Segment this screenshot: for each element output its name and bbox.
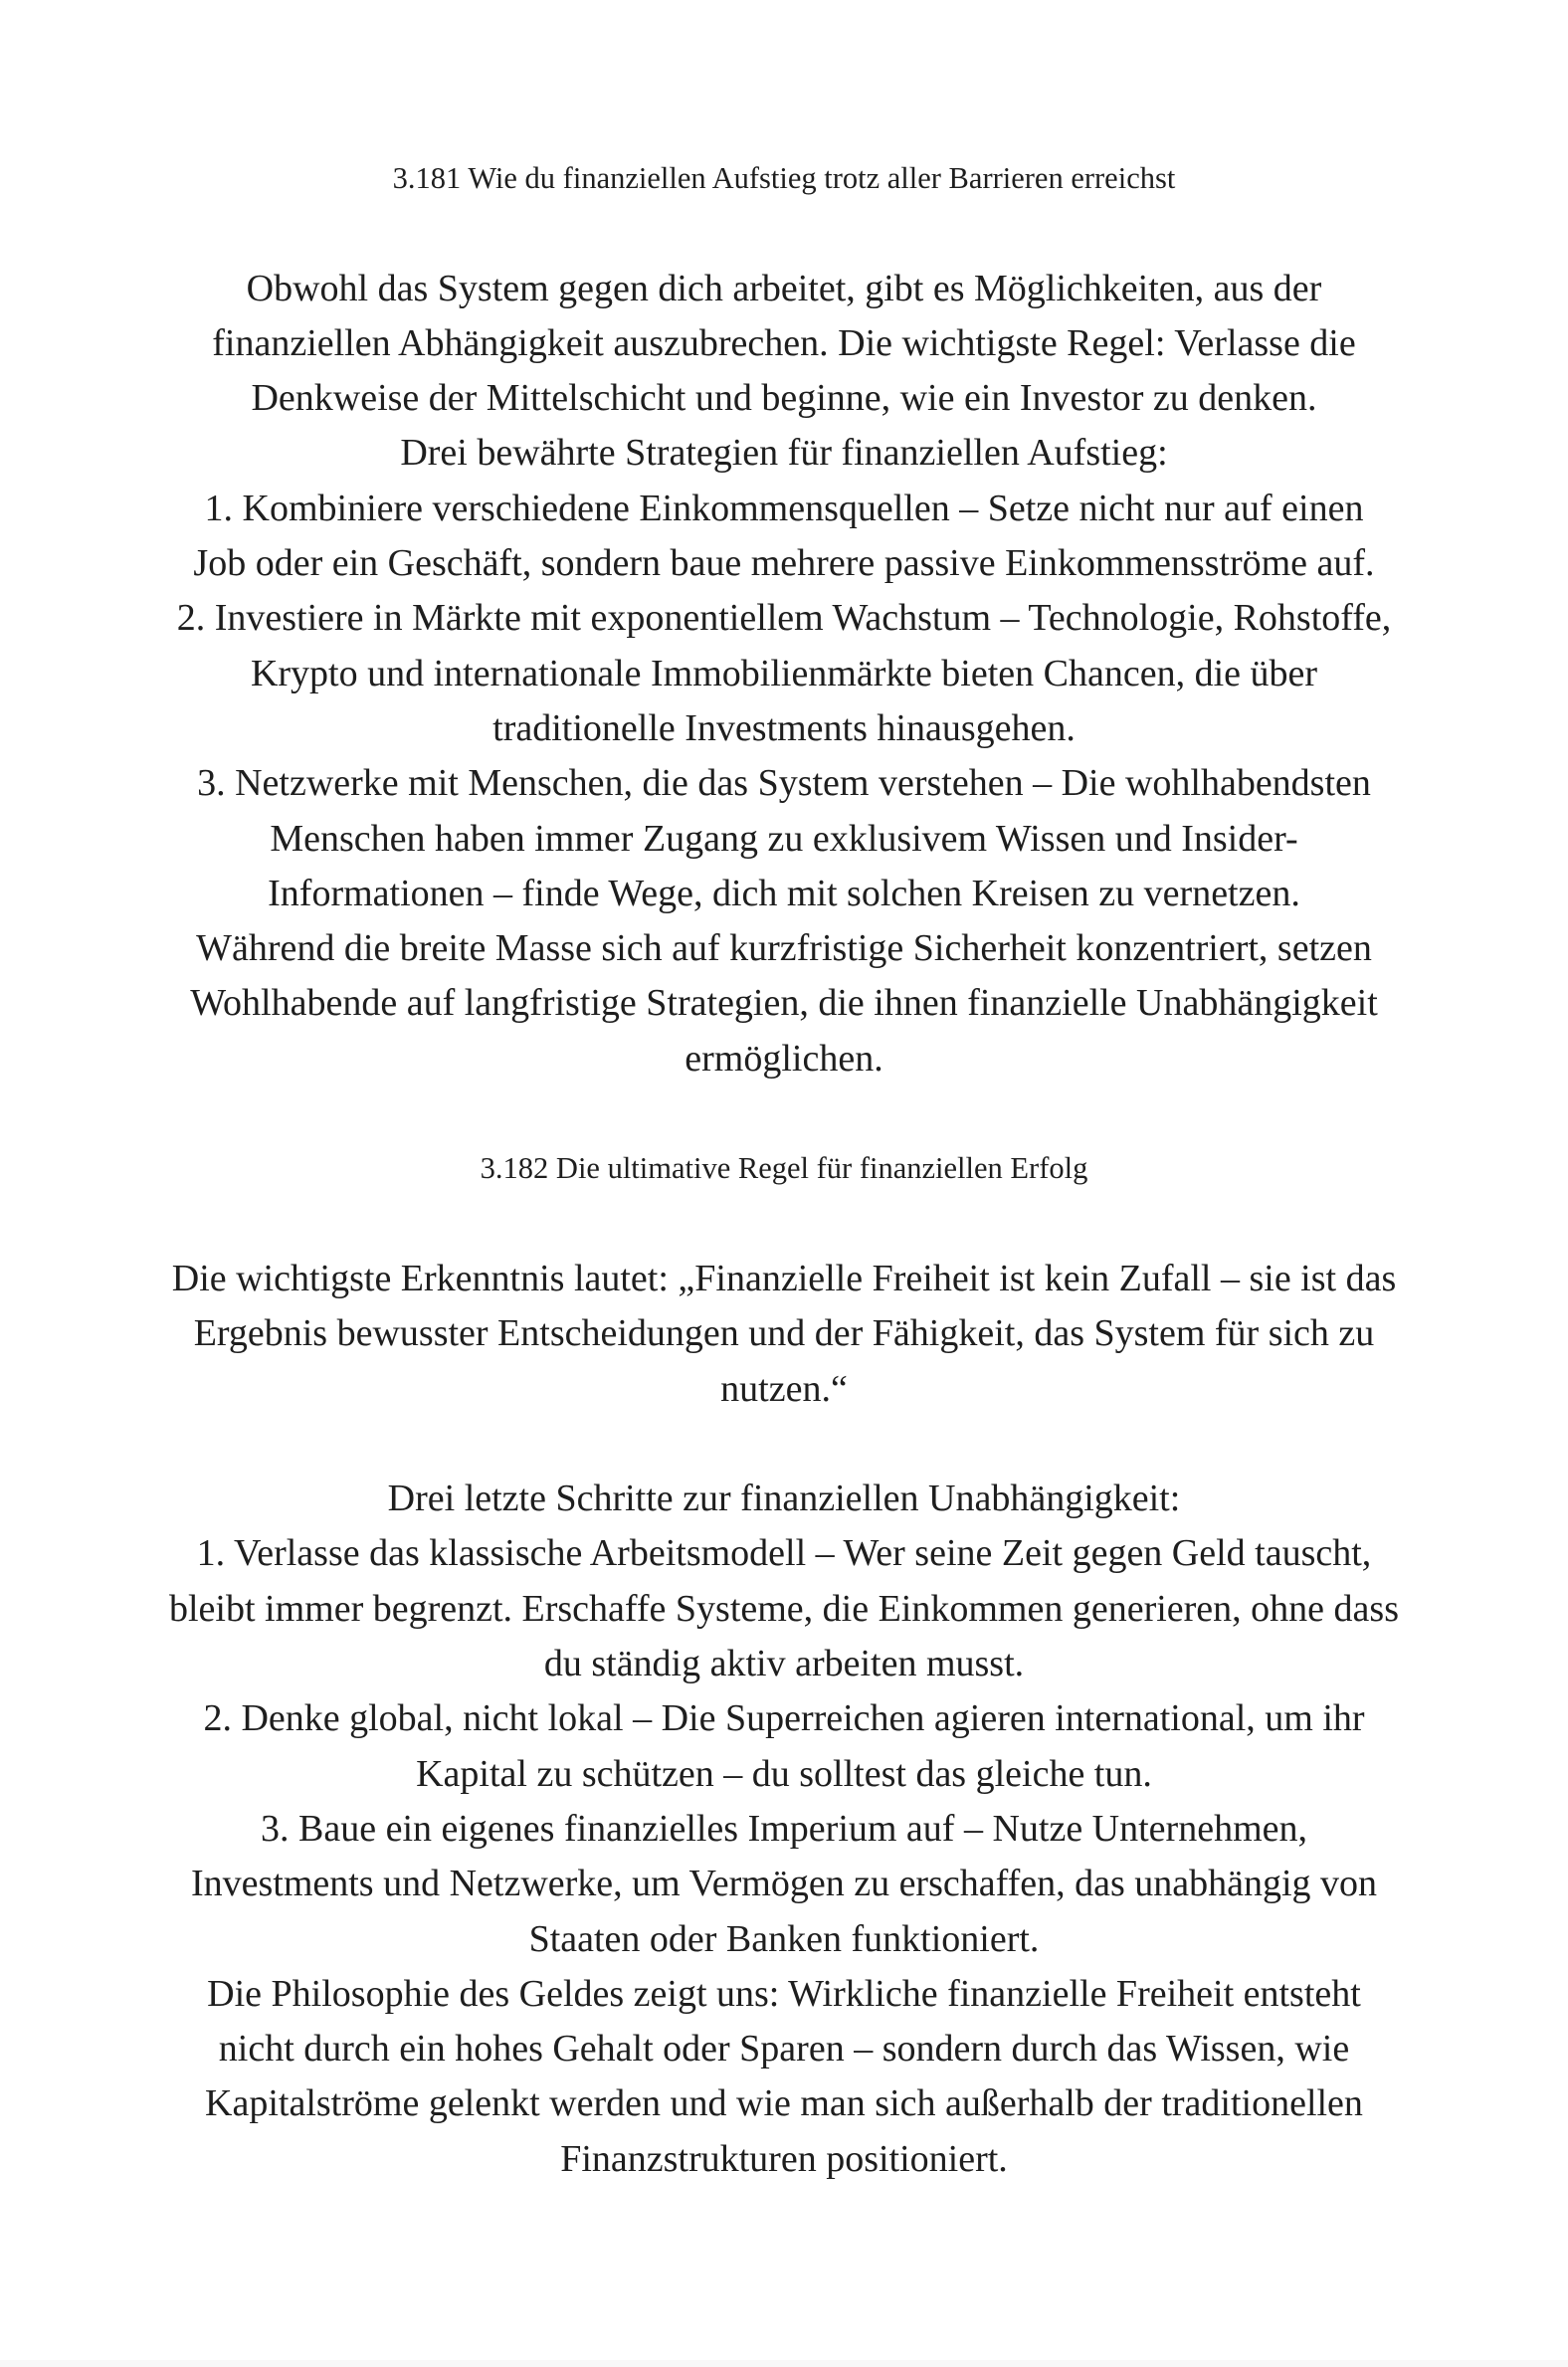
section-heading-3182: 3.182 Die ultimative Regel für finanziellen Erfolg [480, 1151, 1088, 1186]
text-line: Job oder ein Geschäft, sondern baue mehrere passive Einkommensströme auf. [193, 542, 1375, 585]
text-line: bleibt immer begrenzt. Erschaffe Systeme, die Einkommen generieren, ohne dass [168, 1587, 1399, 1630]
text-line: 2. Denke global, nicht lokal – Die Superreichen agieren international, um ihr [203, 1697, 1365, 1740]
page-bottom-edge [0, 2360, 1568, 2367]
text-line: ermöglichen. [685, 1037, 883, 1080]
text-line: Wohlhabende auf langfristige Strategien, die ihnen finanzielle Unabhängigkeit [190, 982, 1378, 1025]
text-line: Drei letzte Schritte zur finanziellen Unabhängigkeit: [387, 1478, 1181, 1520]
text-line: 2. Investiere in Märkte mit exponentiellem Wachstum – Technologie, Rohstoffe, [176, 597, 1392, 640]
text-line: Menschen haben immer Zugang zu exklusivem Wissen und Insider- [270, 817, 1298, 860]
text-line: 1. Verlasse das klassische Arbeitsmodell – Wer seine Zeit gegen Geld tauscht, [196, 1532, 1372, 1575]
text-line: Denkweise der Mittelschicht und beginne, wie ein Investor zu denken. [251, 377, 1317, 420]
blank-line [90, 1086, 1478, 1141]
text-line: Drei bewährte Strategien für finanziellen Aufstieg: [400, 432, 1168, 475]
text-line: Kapital zu schützen – du solltest das gleiche tun. [416, 1752, 1152, 1795]
text-line: 3. Netzwerke mit Menschen, die das System verstehen – Die wohlhabendsten [197, 762, 1371, 805]
text-line: Kapitalströme gelenkt werden und wie man sich außerhalb der traditionellen [205, 2082, 1363, 2125]
text-line: Während die breite Masse sich auf kurzfristige Sicherheit konzentriert, setzen [196, 927, 1372, 970]
blank-line [90, 1417, 1478, 1472]
text-line: 1. Kombiniere verschiedene Einkommensquellen – Setze nicht nur auf einen [204, 487, 1364, 529]
text-line: Die wichtigste Erkenntnis lautet: „Finanzielle Freiheit ist kein Zufall – sie ist das [171, 1257, 1397, 1299]
blank-line [90, 1197, 1478, 1252]
text-line: 3. Baue ein eigenes finanzielles Imperium auf – Nutze Unternehmen, [261, 1807, 1307, 1850]
text-line: finanziellen Abhängigkeit auszubrechen. Die wichtigste Regel: Verlasse die [212, 321, 1356, 364]
text-line: nicht durch ein hohes Gehalt oder Sparen – sondern durch das Wissen, wie [218, 2028, 1350, 2071]
text-line: nutzen.“ [720, 1367, 848, 1410]
text-line: Krypto und internationale Immobilienmärkte bieten Chancen, die über [250, 652, 1318, 694]
text-line: Obwohl das System gegen dich arbeitet, gibt es Möglichkeiten, aus der [246, 267, 1322, 309]
text-line: Investments und Netzwerke, um Vermögen zu erschaffen, das unabhängig von [190, 1863, 1378, 1905]
text-line: Staaten oder Banken funktioniert. [528, 1917, 1040, 1960]
text-line: du ständig aktiv arbeiten musst. [543, 1643, 1025, 1685]
blank-line [90, 206, 1478, 261]
section-heading-3181: 3.181 Wie du finanziellen Aufstieg trotz aller Barrieren erreichst [392, 161, 1176, 195]
text-line: Ergebnis bewusster Entscheidungen und der Fähigkeit, das System für sich zu [193, 1312, 1375, 1355]
text-line: Finanzstrukturen positioniert. [560, 2137, 1008, 2180]
text-line: traditionelle Investments hinausgehen. [492, 706, 1076, 749]
text-line: Die Philosophie des Geldes zeigt uns: Wirkliche finanzielle Freiheit entsteht [207, 1972, 1361, 2015]
text-line: Informationen – finde Wege, dich mit solchen Kreisen zu vernetzen. [268, 872, 1300, 914]
